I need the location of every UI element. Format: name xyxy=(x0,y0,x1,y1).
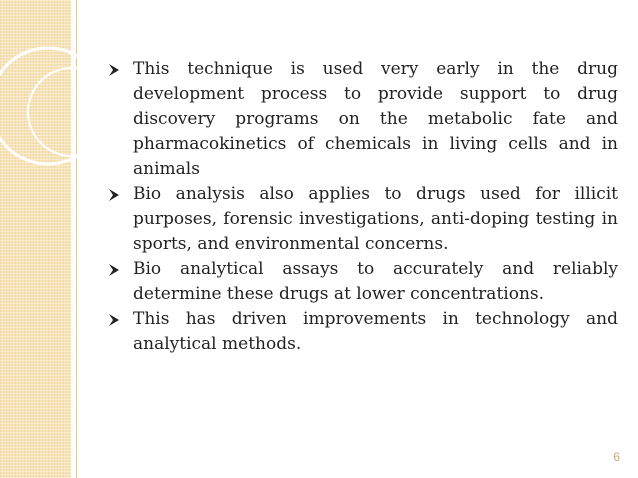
bullet-item xyxy=(108,182,618,257)
decorative-circle-small xyxy=(28,68,116,156)
decorative-circle-large xyxy=(0,48,106,164)
arrow-bullet-icon xyxy=(108,310,122,330)
bullet-list xyxy=(108,57,618,357)
bullet-item xyxy=(108,257,618,307)
bullet-text: This has driven improvements in technology and analytical methods. xyxy=(133,309,618,354)
page-number: 6 xyxy=(613,450,620,464)
bullet-item xyxy=(108,57,618,182)
arrow-bullet-icon xyxy=(108,60,122,80)
arrow-bullet-icon xyxy=(108,185,122,205)
bullet-text: Bio analytical assays to accurately and reliably determine these drugs at lower concentrations. xyxy=(133,259,618,304)
bullet-item xyxy=(108,307,618,357)
arrow-bullet-icon xyxy=(108,260,122,280)
bullet-text: Bio analysis also applies to drugs used for illicit purposes, forensic investigations, anti-doping testing in sports, and environmental concerns. xyxy=(133,184,618,254)
bullet-text: This technique is used very early in the drug development process to provide support to drug discovery programs on the metabolic fate and pharmacokinetics of chemicals in living cells and in animals xyxy=(133,59,618,179)
